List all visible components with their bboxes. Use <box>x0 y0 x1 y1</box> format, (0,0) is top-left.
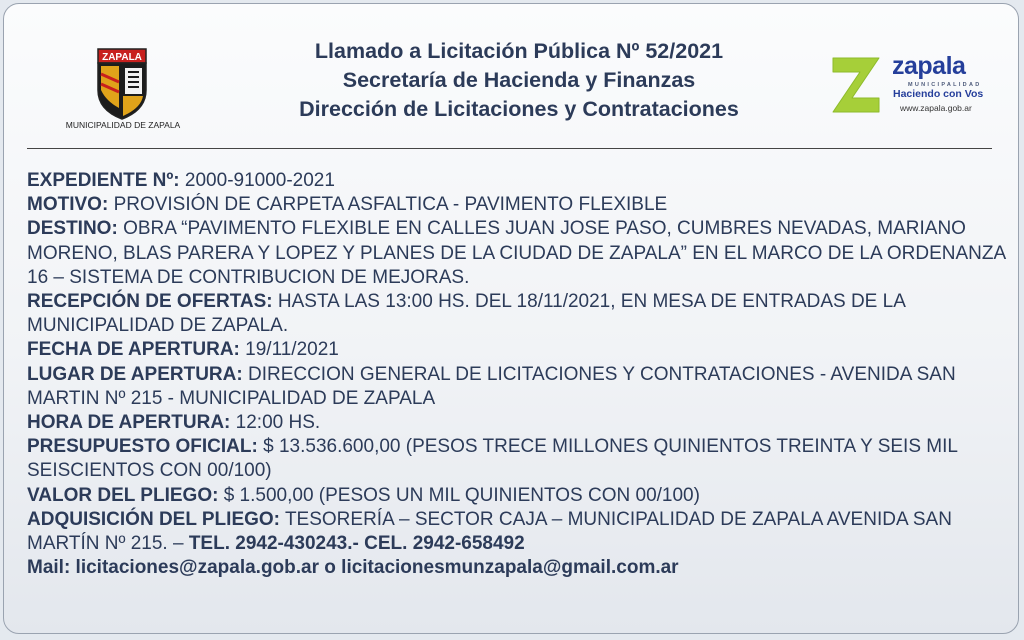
motivo-label: MOTIVO: <box>27 194 109 216</box>
fecha-label: FECHA DE APERTURA: <box>27 339 240 361</box>
lugar-label: LUGAR DE APERTURA: <box>27 363 243 385</box>
presupuesto-value: $ 13.536.600,00 (PESOS TRECE MILLONES QUINIENTOS TREINTA Y SEIS MIL SEISCIENTOS CON 00/100) <box>27 436 958 482</box>
adquisicion-line <box>27 508 1017 556</box>
hora-label: HORA DE APERTURA: <box>27 412 231 434</box>
expediente-line <box>27 169 1017 193</box>
brand-name: zapala <box>892 52 966 80</box>
brand-subtitle: MUNICIPALIDAD <box>908 82 982 88</box>
title-line-1: Llamado a Licitación Pública Nº 52/2021 <box>314 39 724 63</box>
fecha-line <box>27 338 1017 362</box>
notice-card <box>3 3 1019 634</box>
presupuesto-line <box>27 435 1017 483</box>
brand-website: www.zapala.gob.ar <box>900 103 972 113</box>
lugar-line <box>27 363 1017 411</box>
crest-caption: MUNICIPALIDAD DE ZAPALA <box>65 120 181 130</box>
hora-line <box>27 411 1017 435</box>
expediente-label: EXPEDIENTE Nº: <box>27 170 180 191</box>
mail-line <box>27 556 1017 580</box>
destino-line <box>27 217 1017 290</box>
valor-value: $ 1.500,00 (PESOS UN MIL QUINIENTOS CON 00/100) <box>223 484 700 506</box>
brand-slogan: Haciendo con Vos <box>893 88 984 100</box>
divider <box>27 148 992 149</box>
shield-text: ZAPALA <box>102 52 142 63</box>
zapala-brand-logo <box>830 54 1000 124</box>
expediente-value: 2000-91000-2021 <box>184 170 335 191</box>
shield-icon <box>97 48 147 120</box>
z-logo-icon <box>830 56 882 114</box>
valor-line <box>27 484 1017 508</box>
destino-label: DESTINO: <box>27 218 118 240</box>
valor-label: VALOR DEL PLIEGO: <box>27 484 219 506</box>
adquisicion-label: ADQUISICIÓN DEL PLIEGO: <box>27 508 281 530</box>
fecha-value: 19/11/2021 <box>245 339 339 361</box>
mail-text: Mail: licitaciones@zapala.gob.ar o licitacionesmunzapala@gmail.com.ar <box>27 557 679 579</box>
motivo-value: PROVISIÓN DE CARPETA ASFALTICA - PAVIMENTO FLEXIBLE <box>113 194 668 216</box>
page-title <box>219 37 819 124</box>
notice-body <box>27 169 1017 580</box>
municipal-crest-logo <box>62 48 184 138</box>
recepcion-label: RECEPCIÓN DE OFERTAS: <box>27 291 273 313</box>
adquisicion-value: TESORERÍA – SECTOR CAJA – MUNICIPALIDAD DE ZAPALA AVENIDA SAN MARTÍN Nº 215. – <box>27 508 952 555</box>
destino-value: OBRA “PAVIMENTO FLEXIBLE EN CALLES JUAN JOSE PASO, CUMBRES NEVADAS, MARIANO MORENO, BLAS PARERA Y LOPEZ Y PLANES DE LA CIUDAD DE ZAPALA” EN EL MARCO DE LA ORDENANZA 16 – SISTEMA DE CONTRIBUCION DE MEJORAS. <box>27 218 1006 288</box>
lugar-value: DIRECCION GENERAL DE LICITACIONES Y CONTRATACIONES - AVENIDA SAN MARTIN Nº 215 - MUNICIPALIDAD DE ZAPALA <box>27 363 956 409</box>
title-line-3: Dirección de Licitaciones y Contrataciones <box>299 97 739 121</box>
recepcion-value: HASTA LAS 13:00 HS. DEL 18/11/2021, EN MESA DE ENTRADAS DE LA MUNICIPALIDAD DE ZAPALA. <box>27 291 905 337</box>
title-line-2: Secretaría de Hacienda y Finanzas <box>342 68 696 92</box>
presupuesto-label: PRESUPUESTO OFICIAL: <box>27 436 258 458</box>
motivo-line <box>27 193 1017 217</box>
recepcion-line <box>27 290 1017 338</box>
hora-value: 12:00 HS. <box>235 412 321 434</box>
phone-numbers: TEL. 2942-430243.- CEL. 2942-658492 <box>188 533 525 555</box>
